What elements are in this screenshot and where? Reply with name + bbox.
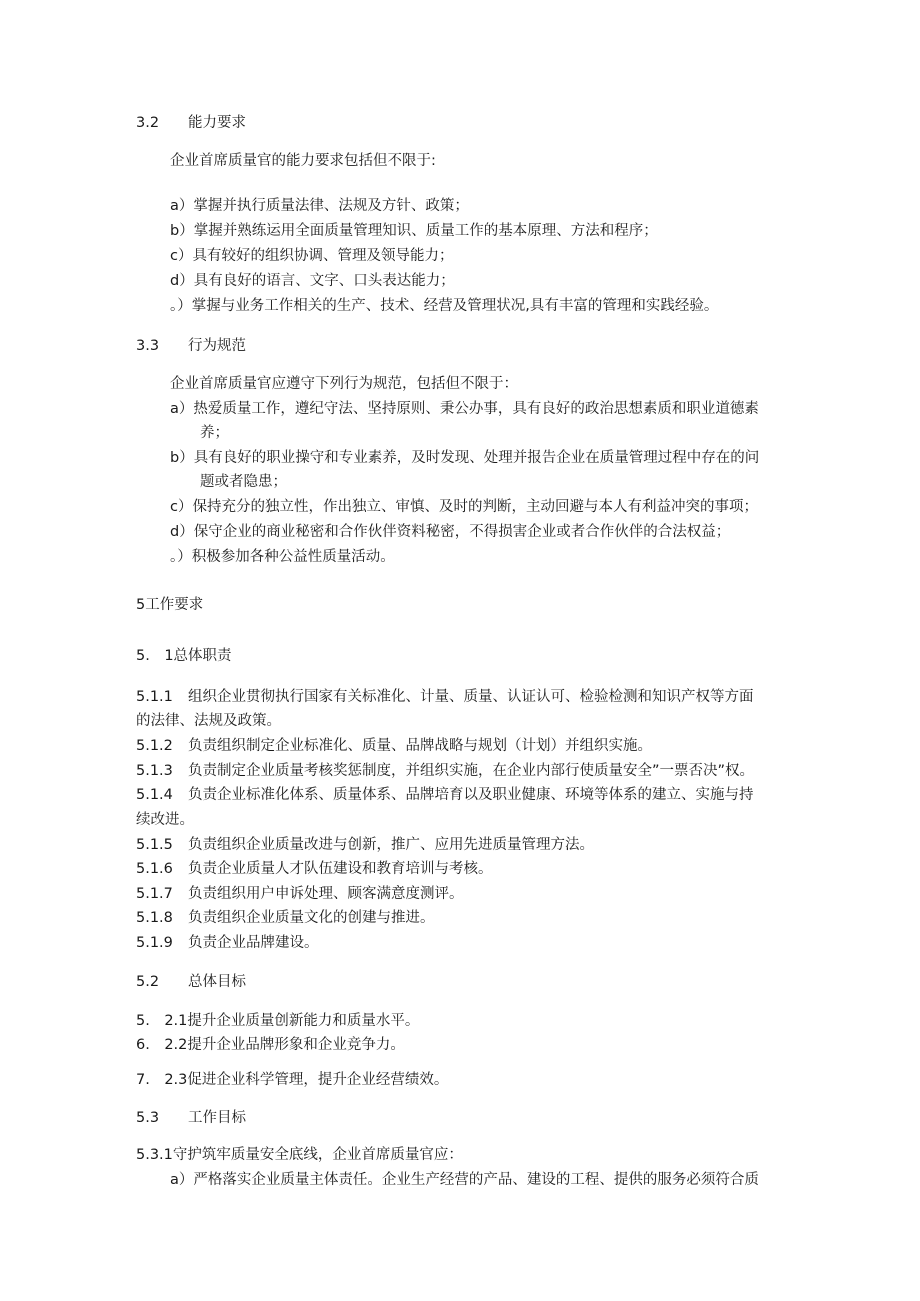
clause-number: 5.1.2 — [136, 738, 173, 754]
clause-row — [136, 785, 754, 805]
clause-number: 5.1.7 — [136, 886, 173, 902]
section-3-3-intro: 企业首席质量官应遵守下列行为规范，包括但不限于： — [170, 376, 518, 392]
list-item-continuation: 题或者隐患； — [200, 474, 287, 490]
goal-item: 7. 2.3促进企业科学管理，提升企业经营绩效。 — [136, 1072, 449, 1088]
clause-number: 5.1.8 — [136, 910, 173, 926]
section-5-2-heading — [136, 972, 246, 992]
goal-item: 6. 2.2提升企业品牌形象和企业竞争力。 — [136, 1037, 405, 1053]
clause-text: 负责企业标准化体系、质量体系、品牌培育以及职业健康、环境等体系的建立、实施与持 — [188, 787, 754, 803]
section-3-2-heading — [136, 113, 246, 133]
clause-number: 5.1.5 — [136, 837, 173, 853]
clause-text: 负责组织企业质量改进与创新，推广、应用先进质量管理方法。 — [188, 837, 594, 853]
clause-number: 5.1.1 — [136, 689, 173, 705]
section-5-1-heading: 5. 1总体职责 — [136, 648, 232, 664]
clause-text: 负责组织制定企业标准化、质量、品牌战略与规划（计划）并组织实施。 — [188, 738, 652, 754]
list-item: a）严格落实企业质量主体责任。企业生产经营的产品、建设的工程、提供的服务必须符合质 — [170, 1172, 759, 1188]
subsection-5-3-1: 5.3.1守护筑牢质量安全底线，企业首席质量官应： — [136, 1147, 463, 1163]
clause-row — [136, 835, 594, 855]
clause-number: 5.1.4 — [136, 787, 173, 803]
clause-row — [136, 933, 319, 953]
section-3-2-intro: 企业首席质量官的能力要求包括但不限于: — [170, 153, 436, 169]
list-item: 。）积极参加各种公益性质量活动。 — [170, 549, 395, 565]
clause-text: 负责制定企业质量考核奖惩制度，并组织实施，在企业内部行使质量安全”一票否决”权。 — [188, 763, 755, 779]
section-5-heading: 5工作要求 — [136, 597, 204, 613]
section-title: 总体目标 — [188, 974, 246, 990]
clause-text: 组织企业贯彻执行国家有关标准化、计量、质量、认证认可、检验检测和知识产权等方面 — [188, 689, 754, 705]
list-item: b）具有良好的职业操守和专业素养，及时发现、处理并报告企业在质量管理过程中存在的问 — [170, 450, 760, 466]
list-item: a）掌握并执行质量法律、法规及方针、政策； — [170, 198, 469, 214]
list-item: a）热爱质量工作，遵纪守法、坚持原则、秉公办事，具有良好的政治思想素质和职业道德素 — [170, 401, 759, 417]
section-number: 5.2 — [136, 974, 160, 990]
section-title: 能力要求 — [188, 115, 246, 131]
clause-continuation: 续改进。 — [136, 812, 194, 828]
clause-row — [136, 736, 652, 756]
list-item: c）具有较好的组织协调、管理及领导能力； — [170, 248, 454, 264]
list-item: d）具有良好的语言、文字、口头表达能力； — [170, 273, 455, 289]
clause-continuation: 的法律、法规及政策。 — [136, 713, 281, 729]
clause-row — [136, 884, 464, 904]
clause-text: 负责组织企业质量文化的创建与推进。 — [188, 910, 435, 926]
list-item-continuation: 养； — [200, 425, 229, 441]
section-3-3-heading — [136, 336, 246, 356]
section-number: 3.2 — [136, 115, 160, 131]
goal-item: 5. 2.1提升企业质量创新能力和质量水平。 — [136, 1013, 420, 1029]
clause-text: 负责企业品牌建设。 — [188, 935, 319, 951]
clause-row — [136, 687, 754, 707]
section-title: 行为规范 — [188, 338, 246, 354]
clause-number: 5.1.9 — [136, 935, 173, 951]
list-item: d）保守企业的商业秘密和合作伙伴资料秘密，不得损害企业或者合作伙伴的合法权益； — [170, 524, 731, 540]
clause-row — [136, 761, 754, 781]
clause-row — [136, 908, 435, 928]
section-5-3-heading — [136, 1108, 246, 1128]
section-number: 5.3 — [136, 1110, 160, 1126]
clause-row — [136, 859, 493, 879]
list-item: b）掌握并熟练运用全面质量管理知识、质量工作的基本原理、方法和程序； — [170, 223, 658, 239]
section-number: 3.3 — [136, 338, 160, 354]
clause-number: 5.1.3 — [136, 763, 173, 779]
clause-text: 负责企业质量人才队伍建设和教育培训与考核。 — [188, 861, 493, 877]
section-title: 工作目标 — [188, 1110, 246, 1126]
list-item: c）保持充分的独立性，作出独立、审慎、及时的判断，主动回避与本人有利益冲突的事项； — [170, 499, 758, 515]
list-item: 。）掌握与业务工作相关的生产、技术、经营及管理状况,具有丰富的管理和实践经验。 — [170, 298, 719, 314]
clause-text: 负责组织用户申诉处理、顾客满意度测评。 — [188, 886, 464, 902]
clause-number: 5.1.6 — [136, 861, 173, 877]
